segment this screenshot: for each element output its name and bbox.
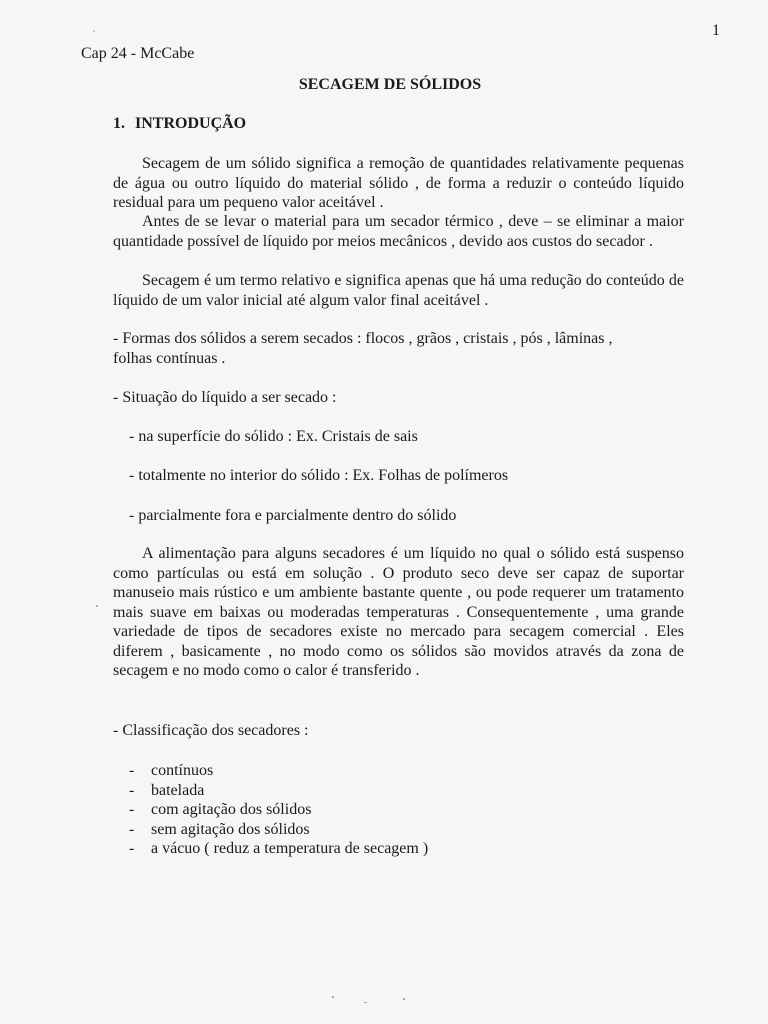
section-heading [113, 115, 246, 133]
page-title: SECAGEM DE SÓLIDOS [298, 76, 482, 93]
scan-speck [96, 605, 98, 607]
scan-speck [403, 998, 405, 1000]
list-dash: - [129, 781, 135, 799]
list-item-text: contínuos [151, 762, 214, 779]
classification-heading: - Classificação dos secadores : [113, 722, 309, 739]
list-item-text: com agitação dos sólidos [151, 801, 312, 819]
page-number: 1 [712, 22, 720, 39]
list-item [129, 839, 428, 859]
dryer-classification-list [129, 761, 428, 859]
list-item [129, 761, 428, 781]
liquid-situation-item: - parcialmente fora e parcialmente dentro do sólido [129, 507, 457, 524]
section-title: INTRODUÇÃO [135, 115, 247, 132]
scan-speck [93, 30, 95, 32]
liquid-situation-item: - na superfície do sólido : Ex. Cristais de sais [129, 428, 418, 445]
solid-forms-line: - Formas dos sólidos a serem secados : flocos , grãos , cristais , pós , lâminas , [113, 330, 613, 347]
paragraph-definition: Secagem de um sólido significa a remoção de quantidades relativamente pequenas de água ou outro líquido do material sólido , de forma a reduzir o conteúdo líquido residual para um pequeno valor aceitável . [113, 155, 684, 211]
liquid-situation-item: - totalmente no interior do sólido : Ex. Folhas de polímeros [129, 467, 509, 484]
list-item [129, 781, 428, 801]
list-dash: - [129, 820, 135, 838]
list-item-text: a vácuo ( reduz a temperatura de secagem ) [151, 840, 429, 858]
list-item-text: batelada [151, 781, 205, 799]
solid-forms-continuation: folhas contínuas . [113, 350, 226, 367]
list-item [129, 800, 428, 820]
chapter-header: Cap 24 - McCabe [81, 45, 195, 62]
liquid-situation-heading: - Situação do líquido a ser secado : [113, 389, 337, 406]
list-item [129, 820, 428, 840]
scan-speck [364, 1002, 367, 1003]
list-dash: - [129, 840, 135, 858]
paragraph-relative-term: Secagem é um termo relativo e significa apenas que há uma redução do conteúdo de líquido de um valor inicial até algum valor final aceitável . [113, 272, 684, 309]
paragraph-feed-and-dryers: A alimentação para alguns secadores é um líquido no qual o sólido está suspenso como partículas ou está em solução . O produto seco deve ser capaz de suportar manuseio mais rústico e um ambiente bastante quente , ou pode requerer um tratamento mais suave em baixas ou moderadas temperaturas . Consequentemente , uma grande variedade de tipos de secadores existe no mercado para secagem comercial . Eles diferem , basicamente , no modo como os sólidos são movidos através da zona de secagem e no modo como o calor é transferido . [113, 545, 684, 679]
list-item-text: sem agitação dos sólidos [151, 820, 310, 838]
section-number: 1. [113, 115, 125, 132]
paragraph-mechanical-removal: Antes de se levar o material para um secador térmico , deve – se eliminar a maior quantidade possível de líquido por meios mecânicos , devido aos custos do secador . [113, 213, 684, 250]
list-dash: - [129, 762, 135, 779]
list-dash: - [129, 801, 135, 819]
scan-speck [332, 996, 334, 998]
